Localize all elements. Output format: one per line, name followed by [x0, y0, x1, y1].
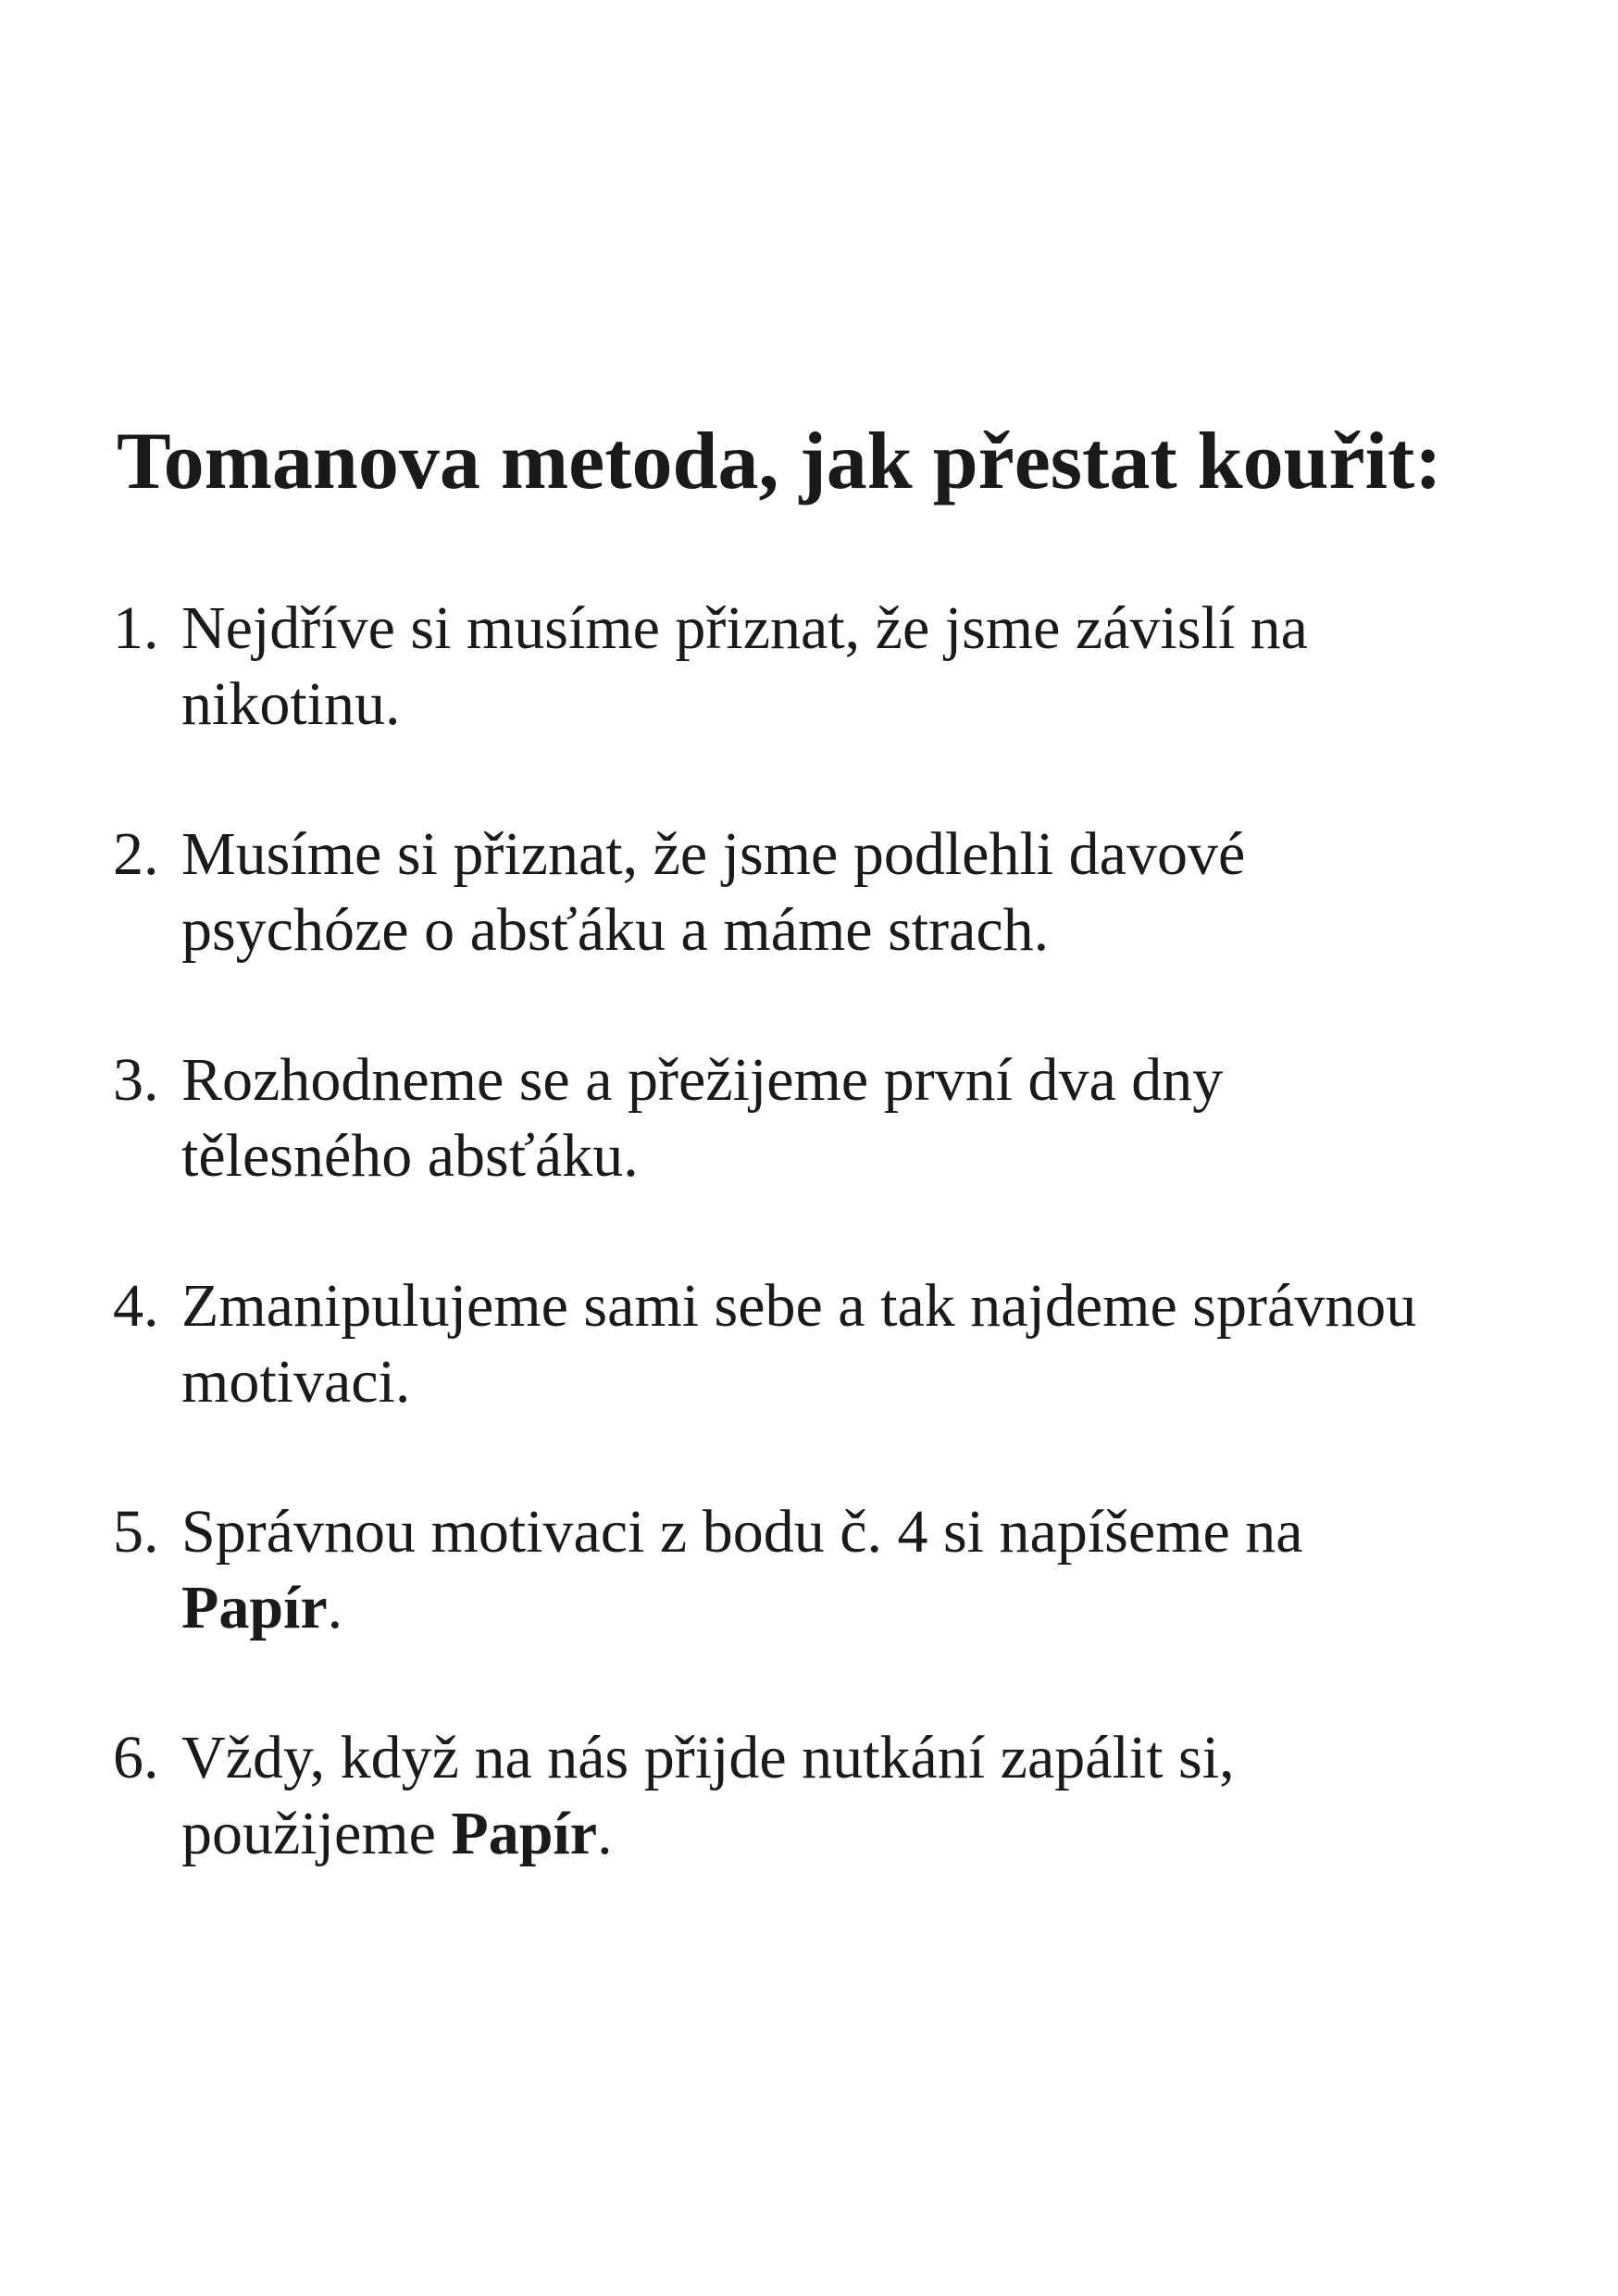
step-number: 6. [113, 1724, 159, 1791]
step-number: 1. [113, 594, 159, 662]
step-text-line: Nejdříve si musíme přiznat, že jsme závislí na [181, 594, 1308, 662]
step-text-line [181, 1796, 1557, 1872]
step-text-line: tělesného absťáku. [181, 1122, 639, 1190]
list-item [113, 591, 1557, 742]
step-text-line: psychóze o absťáku a máme strach. [181, 896, 1050, 964]
step-text-fragment: použijeme [181, 1800, 452, 1867]
step-text-line: motivaci. [181, 1348, 411, 1416]
step-text [181, 1268, 1557, 1420]
step-number: 4. [113, 1272, 159, 1340]
step-number: 3. [113, 1046, 159, 1114]
step-number: 2. [113, 820, 159, 888]
step-text-punctuation: . [597, 1800, 613, 1867]
step-text-line: Rozhodneme se a přežijeme první dva dny [181, 1046, 1224, 1114]
step-text [181, 591, 1557, 742]
step-text [181, 1494, 1557, 1646]
page-title: Tomanova metoda, jak přestat kouřit: [117, 417, 1442, 506]
step-text-line: Správnou motivaci z bodu č. 4 si napíšeme na [181, 1498, 1303, 1566]
list-item [113, 817, 1557, 968]
bold-term: Papír [181, 1574, 328, 1641]
list-item [113, 1494, 1557, 1646]
step-text [181, 817, 1557, 968]
list-item [113, 1042, 1557, 1194]
step-text-line: Musíme si přiznat, že jsme podlehli davové [181, 820, 1246, 888]
list-item [113, 1720, 1557, 1872]
step-number: 5. [113, 1498, 159, 1566]
step-text-line: Vždy, když na nás přijde nutkání zapálit si, [181, 1724, 1235, 1791]
step-text [181, 1042, 1557, 1194]
step-text [181, 1720, 1557, 1872]
bold-term: Papír [451, 1800, 598, 1867]
step-text-line: nikotinu. [181, 670, 401, 738]
list-item [113, 1268, 1557, 1420]
step-text-punctuation: . [327, 1574, 343, 1641]
step-text-line [181, 1570, 1557, 1646]
step-text-line: Zmanipulujeme sami sebe a tak najdeme správnou [181, 1272, 1417, 1340]
